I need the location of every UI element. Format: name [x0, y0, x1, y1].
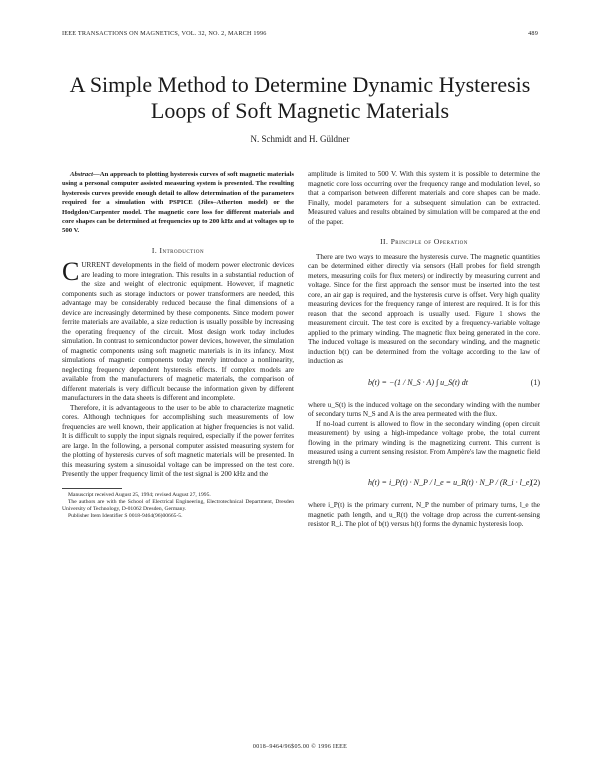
running-head	[62, 30, 538, 42]
title-line-1: A Simple Method to Determine Dynamic Hysteresis	[69, 72, 531, 97]
abstract	[62, 170, 294, 236]
left-column	[62, 170, 294, 520]
copyright-line: 0018–9464/96$05.00 © 1996 IEEE	[252, 744, 348, 750]
footnote-identifier: Publisher Item Identifier S 0018-9464(96)00665-5.	[68, 512, 183, 519]
right-column	[308, 170, 540, 530]
drop-cap: C	[62, 257, 80, 287]
equation-1	[308, 373, 540, 395]
section-heading-introduction: I. Introduction	[151, 245, 205, 255]
authors: N. Schmidt and H. Güldner	[250, 134, 350, 144]
journal-header: IEEE TRANSACTIONS ON MAGNETICS, VOL. 32, NO. 2, MARCH 1996	[62, 30, 267, 37]
abstract-text: —An approach to plotting hysteresis curves of soft magnetic materials using a personal computer assisted measuring system is presented. The resulting hysteresis curves provide enough detail to allow determination of the parameters required for a simulation with PSPICE (Jiles–Atherton model) or the Hodgdon/Carpenter model. The magnetic core loss for different materials and core shapes can be determined at frequencies up to 200 kHz and at voltages up to 500 V.	[62, 171, 294, 235]
intro-paragraph-1	[62, 257, 294, 404]
page-number: 489	[528, 30, 538, 37]
equation-2	[308, 473, 540, 495]
right-paragraph-2: There are two ways to measure the hysteresis curve. The magnetic quantities can be determined either directly via sensors (Hall probes for field strength meters, measuring coils for flux meters) or indirectly by measuring current and voltage. Since for the first approach the sensor must be inserted into the test core, an air gap is required, and the hysteresis curve is offset. Very high quality measuring devices for the frequency range of interest are required. It is for this reason that the second approach is usually used. Figure 1 shows the measurement circuit. The test core is excited by a frequency-variable voltage applied to the primary winding. The magnetic flux being generated in the core. The induced voltage is measured on the secondary winding, and the magnetic induction b(t) can be determined from the voltage according to the law of induction as	[308, 252, 540, 365]
footnote-affiliation: The authors are with the School of Electrical Engineering, Electrotechnical Department, Dresden University of Technology, D-01062 Dresden, Germany.	[62, 498, 294, 512]
intro-paragraph-1-text: URRENT developments in the field of modern power electronic devices are leading to more integration. This results in a substantial reduction of the size and weight of electronic equipment. However, if magnetic components such as storage inductors or power transformers are needed, this advantage may be considerably reduced because the final dimensions of a device are increasingly determined by these components. Since modern power ferrite materials are available, a size reduction is usually possible by increasing the operating frequency of the circuit. Most design work today includes simulation. In contrast to semiconductor power devices, however, the simulation of magnetic components using soft magnetic materials is in its infancy. Most simulations of magnetic components today merely introduce a nonlinearity, neglecting frequency dependent hysteresis effects. If complex models are available from the manufacturers of magnetic materials, the comparison of different materials is very difficult because the information given by different manufacturers in the data sheets is different and incomplete.	[62, 261, 294, 403]
equation-2-number: (2)	[530, 478, 540, 487]
right-paragraph-4: If no-load current is allowed to flow in the secondary winding (open circuit measurement) by using a high-impedance voltage probe, the total current flowing in the primary winding is the magnetizing current. This current is measured using a current sensing resistor. From Ampère's law the magnetic field strength h(t) is	[308, 419, 540, 466]
title-line-2: Loops of Soft Magnetic Materials	[150, 98, 450, 123]
paper-title	[40, 72, 560, 124]
right-paragraph-1: amplitude is limited to 500 V. With this system it is possible to determine the magnetic core loss occurring over the frequency range and modulation level, so that a comparison between different materials and core shapes can be made. Finally, model parameters for a subsequent simulation can be extracted. Measured values and results obtained by simulation will be compared at the end of the paper.	[308, 170, 540, 226]
right-paragraph-5: where i_P(t) is the primary current, N_P the number of primary turns, l_e the magnetic path length, and u_R(t) the voltage drop across the current-sensing resistor R_i. The plot of b(t) versus h(t) forms the dynamic hysteresis loop.	[308, 501, 540, 528]
footnote-divider	[62, 488, 122, 489]
equation-2-expression: h(t) = i_P(t) · N_P / l_e = u_R(t) · N_P / (R_i · l_e)	[368, 478, 533, 487]
equation-1-number: (1)	[530, 377, 540, 387]
intro-paragraph-2: Therefore, it is advantageous to the user to be able to characterize magnetic cores. Although techniques for accomplishing such measurements of low frequencies are well known, their application at higher frequencies is not valid. It is difficult to supply the input signals required, especially if the power ferrites are large. In the following, a personal computer assisted measuring system for the plotting of hysteresis curves of soft magnetic materials will be presented. In this measuring system a sinusoidal voltage can be impressed on the test core. Presently the upper frequency limit of the test signal is 200 kHz and the	[62, 403, 294, 479]
section-heading-principle: II. Principle of Operation	[380, 237, 468, 246]
abstract-label: Abstract	[70, 171, 94, 178]
footnote-received: Manuscript received August 25, 1994; revised August 27, 1995.	[68, 491, 211, 498]
right-paragraph-3: where u_S(t) is the induced voltage on the secondary winding with the number of secondary turns N_S and A is the area permeated with the flux.	[308, 400, 540, 418]
equation-1-expression: b(t) = −(1 / N_S · A) ∫ u_S(t) dt	[368, 377, 468, 387]
